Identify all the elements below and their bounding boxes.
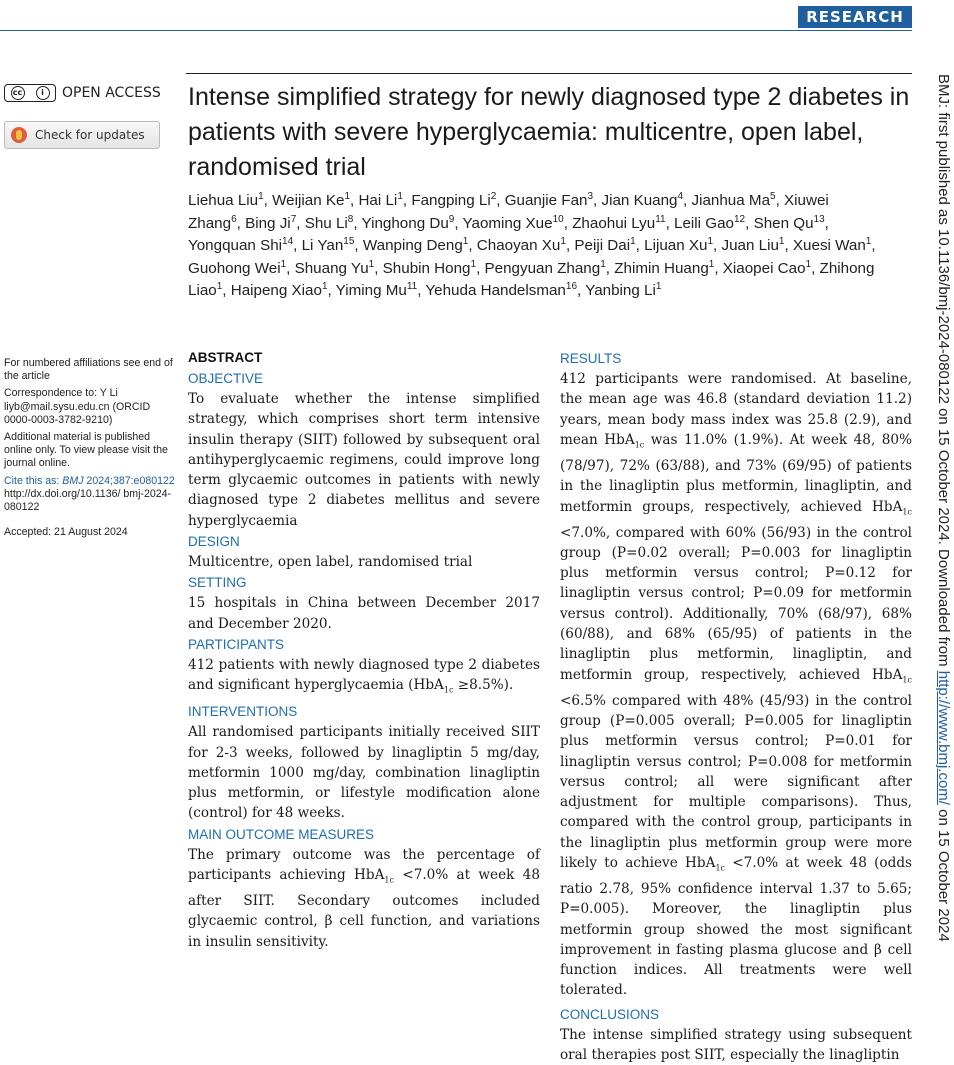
header-rule [0,30,912,31]
author: Xiaopei Cao$^1$ [722,258,812,277]
author: Jianhua Ma$^5$ [691,190,776,209]
section-tag: RESEARCH [798,6,912,28]
author: Zhihong Liao$^1$ [188,259,875,300]
affiliations-note: For numbered affiliations see end of the article [4,357,173,383]
download-notice-strip [934,74,954,952]
author: Xuesi Wan$^1$ [792,236,872,255]
author: Shen Qu$^{13}$ [753,213,825,232]
design-text: Multicentre, open label, randomised trial [188,554,473,571]
abstract-heading: ABSTRACT [188,350,263,365]
interventions-heading: INTERVENTIONS [188,704,298,720]
crossmark-icon [11,127,27,143]
cite-label: Cite this as: [4,474,63,487]
title-divider [186,73,912,74]
abstract-right-column [560,348,912,1065]
outcomes-text: The primary outcome was the percentage of participants achieving HbA$_{1c}$ <7.0% at week 48 after SIIT. Secondary outcomes included glycaemic control, β cell function, and variations in insulin sensitivity. [188,846,540,950]
cite-journal: BMJ [62,474,84,487]
paper-title: Intense simplified strategy for newly diagnosed type 2 diabetes in patients with severe hyperglycaemia: multicentre, open label, randomised trial [188,83,910,181]
author: Juan Liu$^1$ [721,236,785,255]
objective-text: To evaluate whether the intense simplified strategy, which comprises short term intensive insulin therapy (SIIT) followed by subsequent oral antihyperglycaemic regimens, could improve long term glycaemic outcomes in patients with newly diagnosed type 2 diabetes mellitus and severe hyperglycaemia [188,391,540,529]
author: Haipeng Xiao$^1$ [230,281,328,300]
cite-volume: 2024;387:e080122 [83,474,175,487]
article-sidebar [4,357,176,543]
outcomes-heading: MAIN OUTCOME MEASURES [188,826,375,842]
conclusions-text: The intense simplified strategy using subsequent oral therapies post SIIT, especially the linagliptin [560,1026,912,1064]
setting-heading: SETTING [188,575,247,591]
check-for-updates-label: Check for updates [35,128,145,142]
interventions-text: All randomised participants initially received SIIT for 2-3 weeks, followed by linagliptin 5 mg/day, metformin 1000 mg/day, combination linagliptin plus metformin, or lifestyle modification alone (control) for 48 weeks. [188,724,540,822]
objective-heading: OBJECTIVE [188,371,264,386]
author: Yanbing Li$^1$ [585,281,662,300]
author: Guohong Wei$^1$ [188,258,287,277]
author: Zhaohui Lyu$^{11}$ [572,213,666,232]
accepted-date: Accepted: 21 August 2024 [4,526,128,539]
section-header [0,6,912,28]
author: Bing Ji$^7$ [245,213,297,232]
design-heading: DESIGN [188,534,240,550]
open-access-badge [4,84,161,102]
download-notice: BMJ: first published as 10.1136/bmj-2024-080122 on 15 October 2024. Downloaded from http://www.bmj.com/ on 15 October 2024 [935,74,952,942]
creative-commons-icon: cc i [4,84,56,102]
author: Jian Kuang$^4$ [601,190,684,209]
author: Liehua Liu$^1$ [188,190,264,209]
author: Peiji Dai$^1$ [574,236,636,255]
author: Chaoyan Xu$^1$ [476,236,566,255]
author: Xiuwei Zhang$^6$ [188,192,829,232]
bmj-site-link[interactable]: http://www.bmj.com/ [935,670,952,805]
author: Fangping Li$^2$ [411,190,497,209]
citation [4,475,176,515]
author: Guanjie Fan$^3$ [504,190,594,209]
author: Shubin Hong$^1$ [382,258,477,277]
author: Yaoming Xue$^{10}$ [462,213,564,232]
setting-text: 15 hospitals in China between December 2017 and December 2020. [188,595,540,632]
additional-material-note: Additional material is published online only. To view please visit the journal online. [4,431,168,470]
author: Shuang Yu$^1$ [294,258,375,277]
results-heading: RESULTS [560,351,622,366]
author: Shu Li$^8$ [304,213,354,232]
author: Leili Gao$^{12}$ [674,213,746,232]
author: Yongquan Shi$^{14}$ [188,236,294,255]
open-access-label: OPEN ACCESS [62,85,161,101]
participants-text: 412 patients with newly diagnosed type 2 diabetes and significant hyperglycaemia (HbA$_{1c}$ ≥8.5%). [188,656,540,695]
author: Weijian Ke$^1$ [272,190,351,209]
participants-heading: PARTICIPANTS [188,636,285,652]
conclusions-heading: CONCLUSIONS [560,1006,660,1022]
author: Lijuan Xu$^1$ [644,236,714,255]
check-for-updates-button[interactable] [4,121,160,149]
author: Hai Li$^1$ [358,190,403,209]
correspondence: Correspondence to: Y Li liyb@mail.sysu.edu.cn (ORCID 0000-0003-3782-9210) [4,387,151,426]
author: Pengyuan Zhang$^1$ [484,258,606,277]
author: Yehuda Handelsman$^{16}$ [425,281,578,300]
author: Yiming Mu$^{11}$ [335,281,418,300]
author: Zhimin Huang$^1$ [614,258,715,277]
author-list: Liehua Liu$^1$, Weijian Ke$^1$, Hai Li$^1$, Fangping Li$^2$, Guanjie Fan$^3$, Jian Kuang$^4$, Jianhua Ma$^5$, Xiuwei Zhang$^6$, Bing Ji$^7$, Shu Li$^8$, Yinghong Du$^9$, Yaoming Xue$^{10}$, Zhaohui Lyu$^{11}$, Leili Gao$^{12}$, Shen Qu$^{13}$, Yongquan Shi$^{14}$, Li Yan$^{15}$, Wanping Deng$^1$, Chaoyan Xu$^1$, Peiji Dai$^1$, Lijuan Xu$^1$, Juan Liu$^1$, Xuesi Wan$^1$, Guohong Wei$^1$, Shuang Yu$^1$, Shubin Hong$^1$, Pengyuan Zhang$^1$, Zhimin Huang$^1$, Xiaopei Cao$^1$, Zhihong Liao$^1$, Haipeng Xiao$^1$, Yiming Mu$^{11}$, Yehuda Handelsman$^{16}$, Yanbing Li$^1$ [188,190,876,300]
abstract-left-column [188,348,540,952]
author: Li Yan$^{15}$ [301,236,355,255]
doi-link[interactable]: http://dx.doi.org/10.1136/ bmj-2024-080122 [4,487,172,514]
author: Yinghong Du$^9$ [361,213,455,232]
results-text: 412 participants were randomised. At baseline, the mean age was 46.8 (standard deviation 11.2) years, mean body mass index was 25.8 (2.9), and mean HbA$_{1c}$ was 11.0% (1.9%). At week 48, 80% (78/97), 72% (63/88), and 73% (69/95) of patients in the linagliptin plus metformin, linagliptin, and metformin groups, respectively, achieved HbA$_{1c}$ <7.0%, compared with 60% (56/93) in the control group (P=0.02 overall; P=0.003 for linagliptin plus metformin versus control; P=0.12 for linagliptin versus control; P=0.09 for metformin versus control). Additionally, 70% (68/97), 68% (60/88), and 68% (65/95) of patients in the linagliptin plus metformin, linagliptin, and metformin group, respectively, achieved HbA$_{1c}$ <6.5% compared with 48% (45/93) in the control group (P=0.005 overall; P=0.005 for linagliptin plus metformin versus control; P=0.01 for linagliptin versus control; P=0.008 for metformin versus control; all were significant after adjustment for multiple comparisons). Thus, compared with the control group, participants in the linagliptin plus metformin group were more likely to achieve HbA$_{1c}$ <7.0% at week 48 (odds ratio 2.78, 95% confidence interval 1.37 to 5.65; P=0.005). Moreover, the linagliptin plus metformin group showed the most significant improvement in fasting plasma glucose and β cell function indices. All treatments were well tolerated. [560,371,912,999]
author: Wanping Deng$^1$ [362,236,469,255]
